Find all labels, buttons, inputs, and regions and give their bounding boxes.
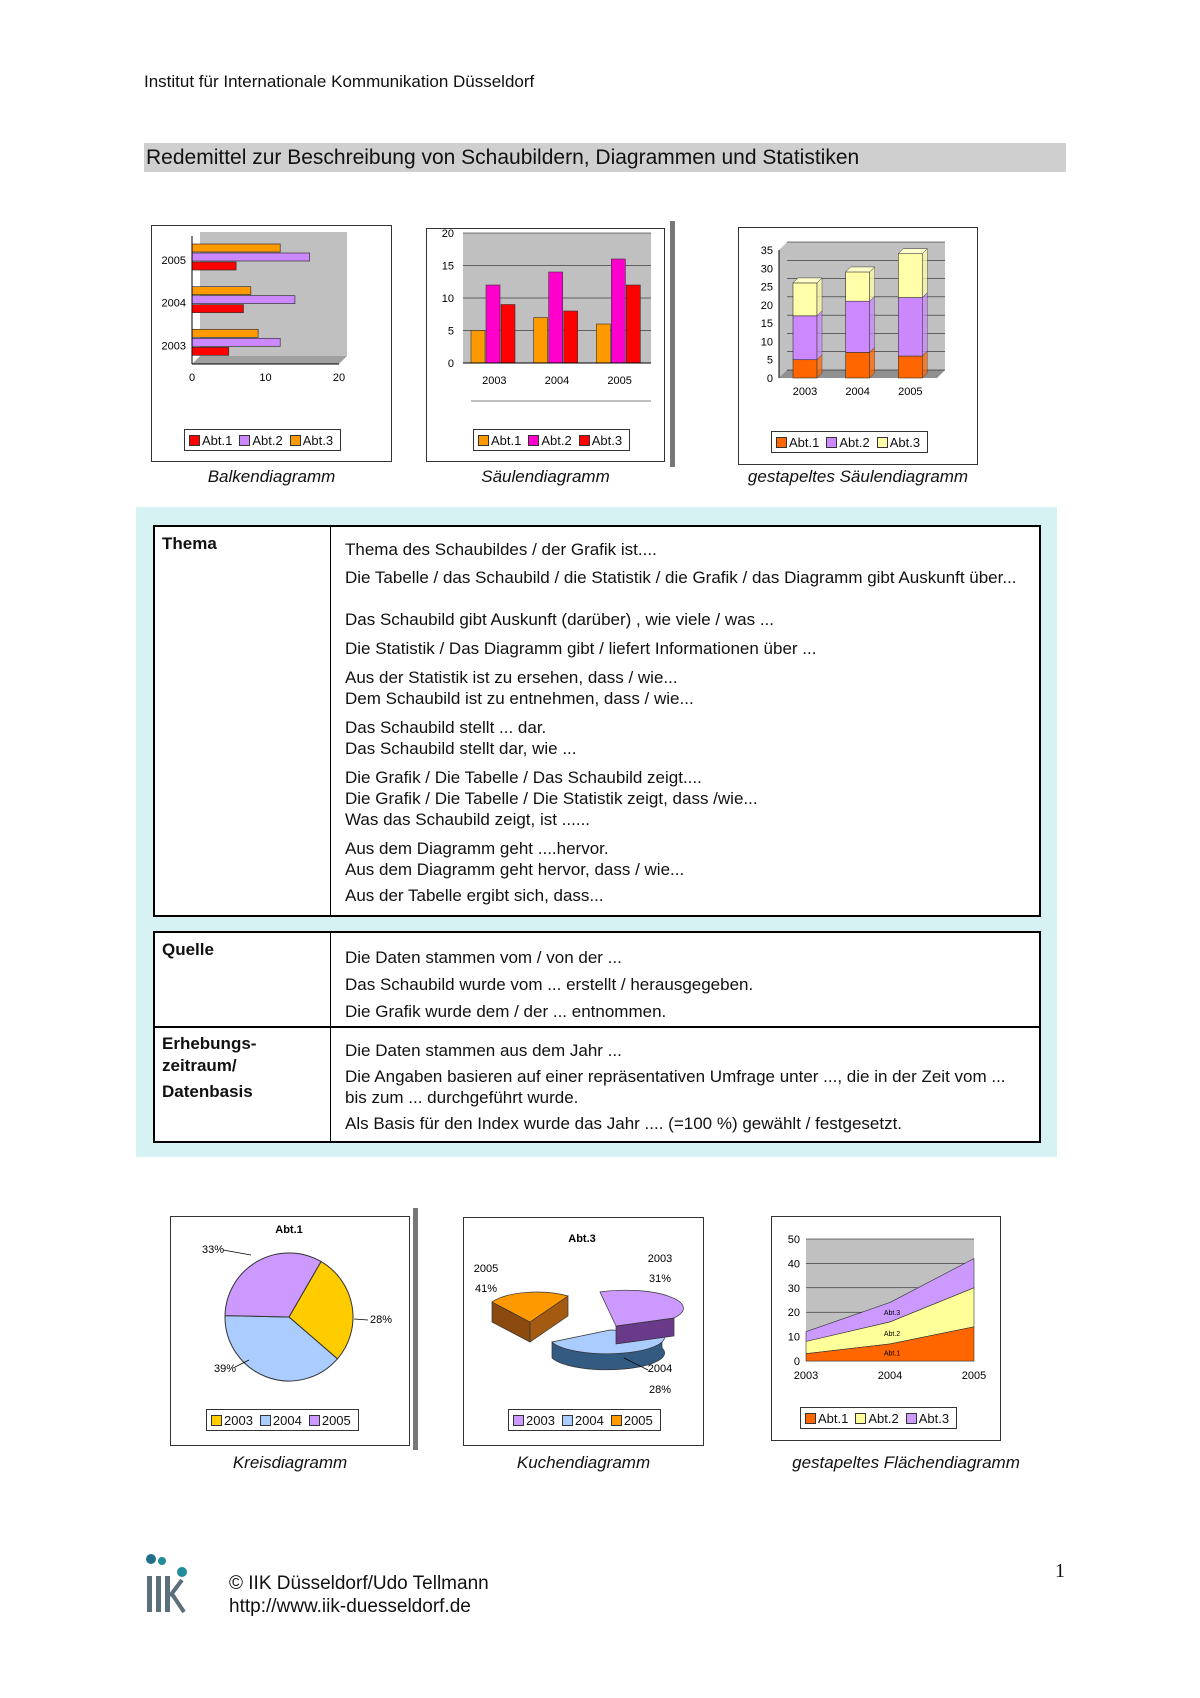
phrase: Die Angaben basieren auf einer repräsentativen Umfrage unter ..., die in der Zeit vom ... bis zum ... durchgeführt wurde. — [345, 1067, 1006, 1107]
iik-logo-icon — [144, 1552, 194, 1618]
legend-label: Abt.3 — [591, 432, 623, 448]
label-erhebung-1: Erhebungs- — [162, 1034, 257, 1053]
legend-label: Abt.2 — [541, 432, 572, 448]
phrase: Dem Schaubild ist zu entnehmen, dass / wie... — [345, 689, 694, 708]
tick-label: 0 — [766, 373, 773, 385]
tick-label: 2004 — [845, 386, 870, 398]
phrase: Aus der Tabelle ergibt sich, dass... — [345, 886, 604, 905]
tick-label: 0 — [447, 358, 454, 370]
tick-label: 0 — [793, 1356, 800, 1368]
page-title: Redemittel zur Beschreibung von Schaubildern, Diagrammen und Statistiken — [144, 143, 1066, 172]
cake-title: Abt.3 — [568, 1233, 596, 1245]
column-bar — [611, 259, 625, 363]
phrase: Das Schaubild stellt ... dar. — [345, 718, 547, 737]
footer-url[interactable]: http://www.iik-duesseldorf.de — [229, 1596, 471, 1617]
tick-label: 2005 — [961, 1370, 987, 1382]
tick-label: 5 — [447, 325, 454, 338]
column-chart — [426, 228, 665, 462]
legend-swatch — [562, 1415, 573, 1426]
phrase: Die Daten stammen aus dem Jahr ... — [345, 1041, 622, 1060]
tick-label: 30 — [787, 1282, 800, 1295]
phrase: Die Statistik / Das Diagramm gibt / liefert Informationen über ... — [345, 639, 817, 658]
stack-segment-side — [870, 267, 875, 301]
legend-label: Abt.3 — [918, 1410, 950, 1426]
bar — [192, 262, 236, 270]
legend-swatch — [776, 437, 787, 448]
phrase: Aus dem Diagramm geht ....hervor. — [345, 839, 609, 858]
legend-item-abt3 — [877, 435, 920, 450]
legend-swatch — [805, 1413, 816, 1424]
area-chart-caption: gestapeltes Flächendiagramm — [792, 1453, 1020, 1472]
legend-label: Abt.2 — [839, 434, 870, 450]
cake-label: 28% — [648, 1384, 672, 1396]
bar — [192, 329, 258, 337]
legend-item-2003 — [211, 1413, 253, 1428]
tick-label: 20 — [787, 1307, 800, 1320]
column-bar — [471, 331, 485, 364]
page-number: 1 — [1055, 1560, 1065, 1582]
table-thema — [153, 525, 1041, 917]
legend-item-2003 — [513, 1413, 555, 1428]
legend-item-2004 — [260, 1413, 302, 1428]
tick-label: 20 — [332, 372, 346, 384]
tick-label: 2005 — [161, 255, 186, 267]
legend-swatch — [260, 1415, 271, 1426]
cake-label: 2004 — [647, 1363, 673, 1375]
phrase: Aus dem Diagramm geht hervor, dass / wie... — [345, 860, 685, 879]
table-quelle-erhebung — [153, 931, 1041, 1143]
legend-item-abt3 — [906, 1411, 949, 1426]
cake-label: 2005 — [473, 1263, 499, 1275]
stack-segment — [793, 360, 817, 378]
tick-label: 2004 — [544, 375, 570, 387]
legend-item-abt2 — [855, 1411, 898, 1426]
stack-segment-side — [817, 311, 822, 360]
tick-label: 0 — [188, 372, 196, 384]
tick-label: 50 — [787, 1234, 800, 1246]
cake-label: 2003 — [647, 1253, 673, 1265]
tick-label: 10 — [760, 336, 773, 349]
bar-chart — [151, 225, 392, 462]
phrase: Das Schaubild gibt Auskunft (darüber) , wie viele / was ... — [345, 610, 774, 629]
legend-label: Abt.1 — [202, 432, 233, 448]
column-bar — [534, 318, 548, 364]
legend-label: Abt.2 — [868, 1410, 899, 1426]
legend-swatch — [309, 1415, 320, 1426]
legend-swatch — [826, 437, 837, 448]
cake-label: 41% — [474, 1283, 498, 1295]
tick-label: 15 — [441, 260, 454, 273]
legend-swatch — [611, 1415, 622, 1426]
legend-label: Abt.1 — [789, 434, 820, 450]
label-thema: Thema — [162, 534, 217, 553]
area-chart-legend — [800, 1407, 957, 1429]
phrase: Was das Schaubild zeigt, ist ...... — [345, 810, 591, 829]
stacked-column-chart-svg — [739, 228, 976, 463]
bar — [192, 305, 243, 313]
column-bar — [549, 272, 563, 363]
bar — [192, 287, 251, 295]
tick-label: 2003 — [482, 375, 507, 387]
tick-label: 20 — [441, 229, 454, 240]
tick-label: 2005 — [607, 375, 632, 387]
legend-item-2004 — [562, 1413, 604, 1428]
label-erhebung-3: Datenbasis — [162, 1082, 253, 1101]
column-chart-legend — [473, 429, 630, 451]
phrase: Aus der Statistik ist zu ersehen, dass / wie... — [345, 668, 678, 687]
column-chart-shadow — [670, 221, 675, 467]
column-divider — [330, 527, 331, 915]
phrase: Die Grafik wurde dem / der ... entnommen. — [345, 1002, 667, 1021]
tick-label: 2003 — [792, 386, 818, 398]
legend-item-abt3 — [290, 433, 333, 448]
legend-swatch — [211, 1415, 222, 1426]
tick-label: 5 — [766, 354, 773, 367]
tick-label: 2003 — [793, 1370, 819, 1382]
bar — [192, 347, 229, 355]
bar — [192, 338, 280, 346]
area-chart — [771, 1216, 1001, 1441]
legend-label: 2005 — [321, 1412, 351, 1428]
pie-chart — [170, 1216, 410, 1446]
legend-swatch — [906, 1413, 917, 1424]
area-layer-label: Abt.3 — [883, 1310, 901, 1318]
tick-label: 2003 — [161, 340, 186, 353]
area-layer-label: Abt.2 — [883, 1330, 901, 1338]
bar — [192, 253, 310, 261]
legend-swatch — [189, 435, 200, 446]
stack-segment-side — [870, 296, 875, 352]
phrase: Die Daten stammen vom / von der ... — [345, 948, 622, 967]
stack-top — [793, 278, 822, 283]
column-divider — [330, 933, 331, 1141]
area-chart-svg — [772, 1217, 999, 1439]
cake-label: 31% — [648, 1273, 672, 1285]
bar-chart-caption: Balkendiagramm — [207, 467, 336, 486]
legend-label: 2004 — [574, 1412, 604, 1428]
cake-chart — [463, 1217, 704, 1446]
tick-label: 20 — [760, 299, 773, 312]
bar-chart-legend — [184, 429, 341, 451]
bar — [192, 244, 280, 252]
stack-top — [846, 267, 875, 272]
phrase: Die Grafik / Die Tabelle / Die Statistik zeigt, dass /wie... — [345, 789, 758, 808]
column-bar — [564, 311, 578, 363]
phrase: Das Schaubild wurde vom ... erstellt / herausgegeben. — [345, 975, 754, 994]
legend-label: Abt.1 — [491, 432, 522, 448]
row-divider — [155, 1026, 1039, 1028]
legend-item-abt3 — [478, 433, 521, 448]
tick-label: 35 — [760, 245, 773, 257]
legend-swatch — [239, 435, 250, 446]
tick-label: 10 — [441, 293, 454, 305]
stack-segment — [793, 283, 817, 316]
cake-chart-caption: Kuchendiagramm — [516, 1453, 651, 1472]
footer-copyright: © IIK Düsseldorf/Udo Tellmann — [229, 1573, 489, 1594]
legend-swatch — [528, 435, 539, 446]
legend-item-abt1 — [189, 433, 232, 448]
stacked-column-chart-caption: gestapeltes Säulendiagramm — [747, 467, 969, 486]
legend-label: 2004 — [272, 1412, 302, 1428]
legend-item-abt1 — [579, 433, 622, 448]
stack-segment — [846, 301, 870, 352]
phrase: Thema des Schaubildes / der Grafik ist.... — [345, 540, 657, 559]
stacked-column-chart-legend — [771, 431, 928, 453]
stack-segment — [846, 272, 870, 301]
phrase: Die Tabelle / das Schaubild / die Statistik / die Grafik / das Diagramm gibt Auskunft über... — [345, 568, 1017, 587]
stack-top — [898, 249, 927, 254]
stack-segment-side — [922, 249, 927, 298]
column-bar — [486, 285, 500, 363]
cake-chart-legend — [508, 1409, 661, 1431]
legend-label: Abt.1 — [818, 1410, 849, 1426]
stack-segment — [898, 298, 922, 357]
stacked-column-chart — [738, 227, 978, 465]
legend-label: Abt.3 — [889, 434, 921, 450]
pie-chart-shadow — [413, 1208, 418, 1450]
label-erhebung-2: zeitraum/ — [162, 1056, 237, 1075]
tick-label: 10 — [259, 372, 272, 384]
pie-label: 28% — [369, 1314, 393, 1326]
legend-swatch — [855, 1413, 866, 1424]
tick-label: 30 — [760, 263, 773, 276]
pie-label: 39% — [213, 1363, 237, 1375]
pie-label: 33% — [201, 1244, 225, 1256]
pie-chart-legend — [206, 1409, 359, 1431]
legend-label: Abt.2 — [252, 432, 283, 448]
legend-label: 2003 — [224, 1412, 253, 1428]
phrase: Als Basis für den Index wurde das Jahr .... (=100 %) gewählt / festgesetzt. — [345, 1114, 903, 1133]
legend-item-abt1 — [776, 435, 819, 450]
pie-leader — [354, 1319, 368, 1320]
column-bar — [626, 285, 640, 363]
pie-chart-caption: Kreisdiagramm — [232, 1453, 348, 1472]
legend-swatch — [579, 435, 590, 446]
legend-label: 2003 — [526, 1412, 555, 1428]
pie-leader — [223, 1250, 251, 1255]
tick-label: 25 — [760, 281, 773, 294]
stack-segment — [846, 352, 870, 378]
institute-header: Institut für Internationale Kommunikation Düsseldorf — [144, 72, 535, 91]
pie-title: Abt.1 — [275, 1224, 303, 1236]
phrase: Das Schaubild stellt dar, wie ... — [345, 739, 577, 758]
plot-floor — [192, 356, 347, 364]
footer — [229, 1572, 489, 1618]
legend-item-abt2 — [528, 433, 571, 448]
tick-label: 40 — [787, 1258, 800, 1271]
bar — [192, 296, 295, 304]
bar-chart-svg — [152, 226, 390, 460]
column-bar — [596, 324, 610, 363]
legend-item-abt2 — [826, 435, 869, 450]
tick-label: 10 — [787, 1331, 800, 1344]
legend-item-abt2 — [239, 433, 282, 448]
stack-segment-side — [817, 278, 822, 316]
legend-swatch — [513, 1415, 524, 1426]
label-quelle: Quelle — [162, 940, 214, 959]
column-chart-caption: Säulendiagramm — [481, 467, 610, 486]
legend-swatch — [290, 435, 301, 446]
stack-segment-side — [922, 293, 927, 357]
stack-segment — [793, 316, 817, 360]
area-layer-label: Abt.1 — [883, 1350, 901, 1358]
tick-label: 2004 — [161, 297, 186, 310]
legend-item-abt1 — [805, 1411, 848, 1426]
legend-swatch — [877, 437, 888, 448]
legend-swatch — [478, 435, 489, 446]
legend-item-2005 — [611, 1413, 653, 1428]
tick-label: 15 — [760, 318, 773, 331]
legend-label: Abt.3 — [302, 432, 334, 448]
tick-label: 2005 — [898, 386, 923, 398]
column-bar — [501, 305, 515, 364]
stack-segment — [898, 356, 922, 378]
column-chart-svg — [427, 229, 663, 460]
legend-label: 2005 — [623, 1412, 653, 1428]
phrase: Die Grafik / Die Tabelle / Das Schaubild zeigt.... — [345, 768, 702, 787]
legend-item-2005 — [309, 1413, 351, 1428]
stack-segment — [898, 254, 922, 298]
tick-label: 2004 — [877, 1370, 903, 1382]
